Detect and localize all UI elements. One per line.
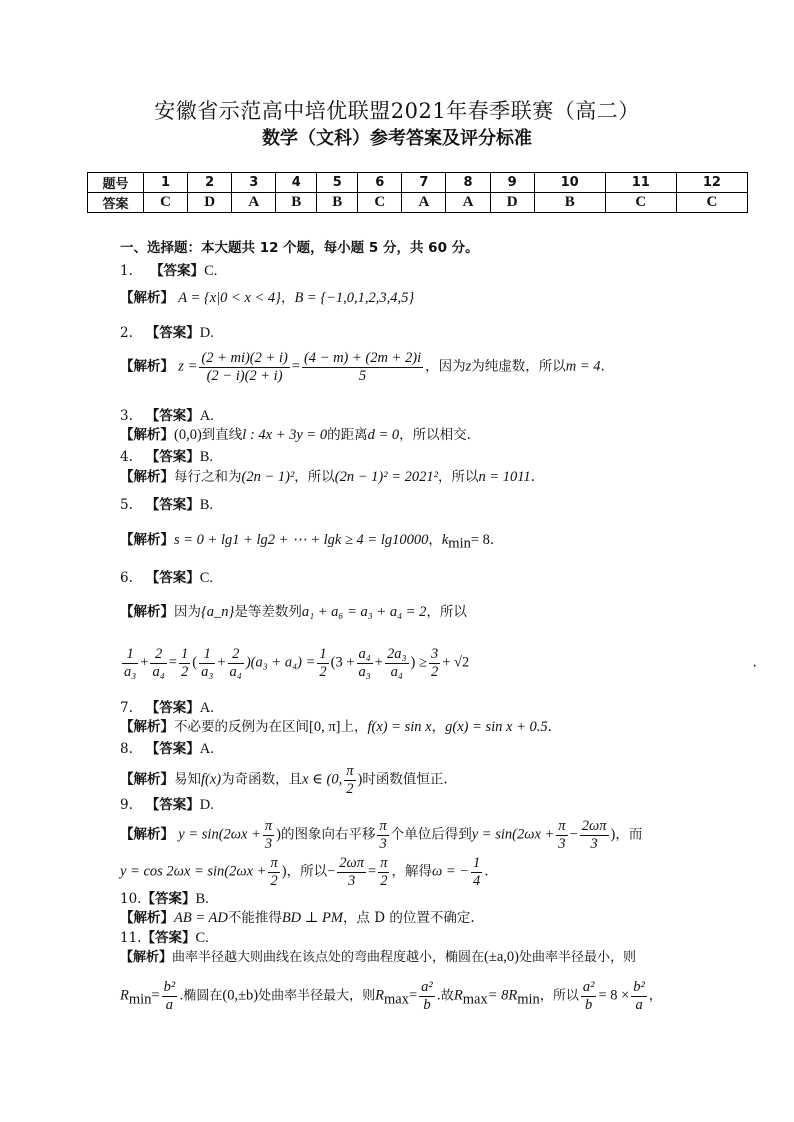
- answer-tag: 【答案】: [145, 449, 200, 465]
- q7-f: f(x) = sin x: [367, 719, 432, 735]
- answer-tag: 【答案】: [145, 497, 200, 513]
- q2-text-2: 为纯虚数，所以: [471, 358, 566, 375]
- fraction: $\frac{\text{a²}}{b}$: [421, 979, 433, 1013]
- fraction: $\frac{1}{\text{a₃}}$: [201, 646, 214, 680]
- question-number: 5: [317, 173, 358, 193]
- q4-text-3: ，所以: [437, 469, 479, 485]
- q4-expr-1: (2n − 1)²: [241, 469, 295, 485]
- fraction: $\frac{\pi}{3}$: [558, 818, 566, 852]
- q11-r-sub: min: [128, 991, 152, 1008]
- analysis-tag: 【解析】: [120, 826, 174, 843]
- fraction: $\frac{\pi}{3}$: [379, 818, 387, 852]
- q5-answer-value: B.: [199, 497, 214, 513]
- question-number: 1: [144, 173, 188, 193]
- q11-point-1: (±a,0): [484, 949, 519, 965]
- q3-point: (0,0): [174, 427, 202, 443]
- answer-tag: 【答案】: [145, 700, 200, 716]
- answer-cell: A: [402, 193, 446, 213]
- eq-sign: =: [168, 654, 177, 671]
- answer-table: [87, 172, 748, 213]
- q2-z: z =: [178, 358, 198, 375]
- q10-expr-2: BD ⊥ PM: [281, 910, 343, 926]
- analysis-tag: 【解析】: [120, 604, 174, 620]
- q4-result: n = 1011: [478, 469, 531, 485]
- q6-derivation: $\frac{1}{\text{a₃}}$ + $\frac{2}{\text{a₄}}$ = $\frac{1}{2}$ ( $\frac{1}{\text{a₃}}$ + $\frac{2}{\text{a₄}}$ )(a₃ + a₄) = $\frac{1}{2}$ (3 + $\frac{\text{a₄}}{\text{a₃}}$ + $\frac{\text{2a₃}}{\text{a₄}}$ ) ≥ $\frac{3}{2}$ + √2 .: [124, 646, 757, 680]
- q7-text-2: 上，: [340, 719, 368, 735]
- q11-text-6: ，所以: [539, 988, 579, 1004]
- answer-tag: 【答案】: [145, 741, 200, 757]
- q7-g: g(x) = sin x + 0.5: [445, 719, 548, 735]
- q6-mid-4: (3 +: [330, 654, 355, 671]
- question-number: 10: [534, 173, 605, 193]
- q9-text-3: ，而: [615, 826, 643, 843]
- q9-analysis: [120, 818, 642, 852]
- analysis-tag: 【解析】: [120, 950, 173, 965]
- q9-omega: ω = −: [431, 863, 470, 880]
- q5-analysis: [120, 532, 494, 553]
- answer-cell: B: [317, 193, 358, 213]
- q4-text-2: ，所以: [294, 469, 335, 485]
- q7-interval: [0, π]: [309, 719, 341, 735]
- fraction: $\frac{2}{\text{a₄}}$: [152, 646, 165, 680]
- q9-text-1: 的图象向右平移: [280, 826, 376, 843]
- fraction: $\frac{2\omega\pi}{3}$: [339, 855, 365, 889]
- q11-text-5: .故: [436, 988, 454, 1004]
- q7-end: .: [547, 719, 552, 735]
- q8-f: f(x): [201, 771, 222, 788]
- q4-end: .: [530, 469, 535, 485]
- fraction: $\frac{1}{\text{a₃}}$: [124, 646, 137, 680]
- question-number-row: [88, 173, 748, 193]
- analysis-tag: 【解析】: [120, 358, 174, 375]
- q11-text-3: .椭圆在: [179, 988, 223, 1004]
- fraction: $\frac{3}{2}$: [430, 646, 439, 680]
- q7-number: 7.: [120, 700, 133, 716]
- q11-r-3-sub: max: [462, 991, 488, 1008]
- answer-tag: 【答案】: [145, 570, 200, 586]
- answer-cell: D: [188, 193, 232, 213]
- answer-cell: C: [144, 193, 188, 213]
- q6-text-3: ，所以: [426, 604, 467, 620]
- q8-x: x ∈ (0,: [302, 771, 343, 788]
- q7-answer: [120, 700, 214, 717]
- q10-number: 10.: [120, 891, 142, 907]
- answer-row: [88, 193, 748, 213]
- q3-number: 3.: [120, 408, 133, 424]
- fraction: $\frac{1}{2}$: [180, 646, 189, 680]
- question-number: 9: [490, 173, 534, 193]
- q9-text-2: 个单位后得到: [390, 826, 472, 843]
- q2-fraction-2: $\frac{(4 - m) + (2m + 2)i}{5}$: [303, 350, 422, 384]
- q11-r-2-sub: max: [383, 991, 409, 1008]
- q6-text-2: 是等差数列: [234, 604, 302, 620]
- q5-end: .: [489, 532, 495, 548]
- answer-cell: A: [232, 193, 276, 213]
- q1-analysis: [120, 290, 414, 307]
- q6-number: 6.: [120, 570, 133, 586]
- q3-analysis: [120, 427, 471, 444]
- q11-eq-2: =: [408, 987, 418, 1004]
- q9-minus: −: [569, 826, 578, 843]
- q9-text-5: ，解得: [391, 863, 432, 880]
- q5-sep: ，: [428, 532, 442, 548]
- analysis-tag: 【解析】: [120, 427, 174, 443]
- answer-cell: C: [676, 193, 747, 213]
- q1-expr-b: B = {−1,0,1,2,3,4,5}: [294, 290, 415, 306]
- q3-answer: [120, 408, 214, 425]
- q8-analysis: [120, 763, 448, 797]
- analysis-tag: 【解析】: [120, 469, 174, 485]
- q10-text-2: ，点 D 的位置不确定.: [342, 910, 475, 926]
- q11-number: 11.: [120, 930, 142, 946]
- q11-end: ，: [648, 988, 662, 1004]
- q9-answer-value: D.: [199, 797, 214, 813]
- question-number: 2: [188, 173, 232, 193]
- fraction: $\frac{\text{b²}}{a}$: [633, 979, 645, 1013]
- q1-sep: ，: [280, 290, 295, 306]
- q5-expr: s = 0 + lg1 + lg2 + ⋯ + lgk ≥ 4 = lg10000: [174, 532, 429, 548]
- row-label: 答案: [88, 193, 144, 213]
- question-number: 6: [358, 173, 402, 193]
- q6-answer: [120, 570, 213, 587]
- q2-fraction-1: $\frac{(2 + mi)(2 + i)}{(2 - i)(2 + i)}$: [201, 350, 288, 384]
- answer-tag: 【答案】: [145, 408, 200, 424]
- q9-expr-3: y = cos 2ωx = sin(2ωx +: [120, 863, 267, 880]
- q3-text-3: ，所以相交.: [399, 427, 471, 443]
- q11-text-4: 处曲率半径最大，则: [258, 988, 376, 1004]
- q11-r: R: [120, 987, 129, 1004]
- q10-text-1: 不能推得: [227, 910, 282, 926]
- answer-tag: 【答案】: [141, 891, 196, 907]
- answer-cell: B: [534, 193, 605, 213]
- q10-analysis: [120, 910, 475, 927]
- fraction: $\frac{\pi}{2}$: [380, 855, 388, 889]
- q1-expr-a: A = {x|0 < x < 4}: [178, 290, 281, 306]
- answer-cell: B: [276, 193, 317, 213]
- fraction: $\frac{\text{a²}}{b}$: [582, 979, 595, 1013]
- q6-answer-value: C.: [199, 570, 214, 586]
- q11-answer: [120, 930, 209, 947]
- answer-cell: D: [490, 193, 534, 213]
- q6-end: .: [752, 654, 757, 671]
- answer-tag: 【答案】: [150, 263, 205, 279]
- analysis-tag: 【解析】: [120, 771, 174, 788]
- q4-answer: [120, 449, 213, 466]
- q2-analysis: [120, 350, 605, 384]
- q11-text-1: 曲率半径越大则曲线在该点处的弯曲程度越小，椭圆在: [172, 950, 485, 965]
- q11-eq-3: = 8R: [487, 987, 518, 1004]
- question-number: 12: [676, 173, 747, 193]
- q6-mid-6: + √2: [442, 654, 470, 671]
- q9-paren-3: ): [281, 863, 287, 880]
- q9-number: 9.: [120, 797, 133, 813]
- answer-tag: 【答案】: [145, 325, 200, 341]
- q4-expr-2: (2n − 1)² = 2021²: [334, 469, 438, 485]
- analysis-tag: 【解析】: [120, 719, 174, 735]
- q5-result: = 8: [470, 532, 490, 548]
- fraction: $\frac{2\omega\pi}{3}$: [581, 818, 607, 852]
- q10-expr-1: AB = AD: [174, 910, 228, 926]
- q3-text-2: 的距离: [327, 427, 368, 443]
- q11-analysis: [120, 949, 636, 966]
- answer-tag: 【答案】: [141, 930, 196, 946]
- q8-number: 8.: [120, 741, 133, 757]
- q1-number: 1.: [120, 263, 133, 279]
- question-number: 8: [446, 173, 490, 193]
- fraction: $\frac{\pi}{2}$: [346, 763, 354, 797]
- answer-cell: C: [605, 193, 676, 213]
- q8-paren: ): [357, 771, 363, 788]
- q11-r-2: R: [375, 987, 384, 1004]
- q2-answer-value: D.: [199, 325, 214, 341]
- q9-text-4: ，所以: [286, 863, 328, 880]
- answer-cell: C: [358, 193, 402, 213]
- q6-seq: {a_n}: [201, 604, 235, 620]
- fraction: $\frac{1}{2}$: [319, 646, 327, 680]
- q3-distance: d = 0: [367, 427, 400, 443]
- q1-answer: [120, 263, 217, 280]
- answer-cell: A: [446, 193, 490, 213]
- q9-eq: =: [368, 863, 377, 880]
- q4-number: 4.: [120, 449, 133, 465]
- q11-eq-1: =: [151, 987, 160, 1004]
- q11-point-2: (0,±b): [222, 987, 259, 1004]
- q11-text-2: 处曲率半径最小，则: [518, 950, 636, 965]
- q3-answer-value: A.: [199, 408, 214, 424]
- question-number: 4: [276, 173, 317, 193]
- q8-answer-value: A.: [199, 741, 214, 757]
- q9-paren-1: ): [276, 826, 281, 843]
- q6-mid-3: )(a₃ + a₄) =: [245, 654, 316, 671]
- q6-expr: a₁ + a₆ = a₃ + a₄ = 2: [301, 604, 427, 620]
- page-title: 安徽省示范高中培优联盟2021年春季联赛（高二）: [154, 99, 640, 123]
- q2-answer: [120, 325, 214, 342]
- q9-analysis-line2: [120, 855, 489, 889]
- q5-number: 5.: [120, 497, 133, 513]
- q3-text-1: 到直线: [201, 427, 243, 443]
- fraction: $\frac{\text{2a₃}}{\text{a₄}}$: [386, 646, 407, 680]
- q9-minus-2: −: [327, 863, 336, 880]
- paren: (: [192, 654, 198, 671]
- q2-text-1: ，因为: [425, 358, 466, 375]
- q5-answer: [120, 497, 213, 514]
- question-number: 11: [605, 173, 676, 193]
- q4-analysis: [120, 469, 535, 486]
- q11-answer-value: C.: [195, 930, 209, 946]
- q2-end: .: [600, 358, 605, 375]
- fraction: $\frac{1}{4}$: [473, 855, 481, 889]
- q9-end: .: [484, 863, 489, 880]
- q8-text-2: 为奇函数，且: [221, 771, 303, 788]
- page-subtitle: 数学（文科）参考答案及评分标准: [262, 128, 532, 149]
- question-number: 7: [402, 173, 446, 193]
- q2-eq: =: [291, 358, 300, 375]
- q9-expr-1: y = sin(2ωx +: [178, 826, 261, 843]
- fraction: $\frac{\pi}{3}$: [264, 818, 273, 852]
- q6-text-1: 因为: [174, 604, 201, 620]
- analysis-tag: 【解析】: [120, 290, 174, 306]
- q9-expr-2: y = sin(2ωx +: [471, 826, 555, 843]
- q8-text-3: 时函数值恒正.: [362, 771, 448, 788]
- q11-analysis-line2: [120, 979, 662, 1013]
- q9-paren-2: ): [610, 826, 616, 843]
- q4-answer-value: B.: [199, 449, 214, 465]
- fraction: $\frac{2}{\text{a₄}}$: [229, 646, 242, 680]
- q6-analysis: [120, 604, 467, 621]
- q7-analysis: [120, 719, 552, 736]
- q8-answer: [120, 741, 214, 758]
- q5-k: k: [441, 532, 449, 548]
- q1-answer-value: C.: [204, 263, 218, 279]
- analysis-tag: 【解析】: [120, 910, 174, 926]
- section-heading: 一、选择题：本大题共 12 个题，每小题 5 分，共 60 分。: [120, 240, 479, 256]
- row-label: 题号: [88, 173, 144, 193]
- fraction: $\frac{\text{a₄}}{\text{a₃}}$: [358, 646, 371, 680]
- q9-answer: [120, 797, 214, 814]
- q7-sep: ，: [431, 719, 446, 735]
- analysis-tag: 【解析】: [120, 532, 174, 548]
- q10-answer: [120, 891, 209, 908]
- q2-z-var: z: [465, 358, 472, 375]
- q11-eq-3-sub: min: [517, 991, 540, 1008]
- q8-text-1: 易知: [174, 771, 201, 788]
- q2-number: 2.: [120, 325, 133, 341]
- fraction: $\frac{\pi}{2}$: [270, 855, 278, 889]
- q7-answer-value: A.: [199, 700, 214, 716]
- q11-r-3: R: [453, 987, 463, 1004]
- q10-answer-value: B.: [195, 891, 209, 907]
- q5-k-sub: min: [448, 535, 471, 552]
- q3-line: l : 4x + 3y = 0: [242, 427, 328, 443]
- question-number: 3: [232, 173, 276, 193]
- q2-result: m = 4: [565, 358, 601, 375]
- answer-tag: 【答案】: [145, 797, 200, 813]
- q7-text-1: 不必要的反例为在区间: [174, 719, 309, 735]
- fraction: $\frac{\text{b²}}{a}$: [163, 979, 176, 1013]
- q6-mid-5: ) ≥: [410, 654, 427, 671]
- q4-text-1: 每行之和为: [174, 469, 242, 485]
- q11-eq-4: = 8 ×: [598, 987, 630, 1004]
